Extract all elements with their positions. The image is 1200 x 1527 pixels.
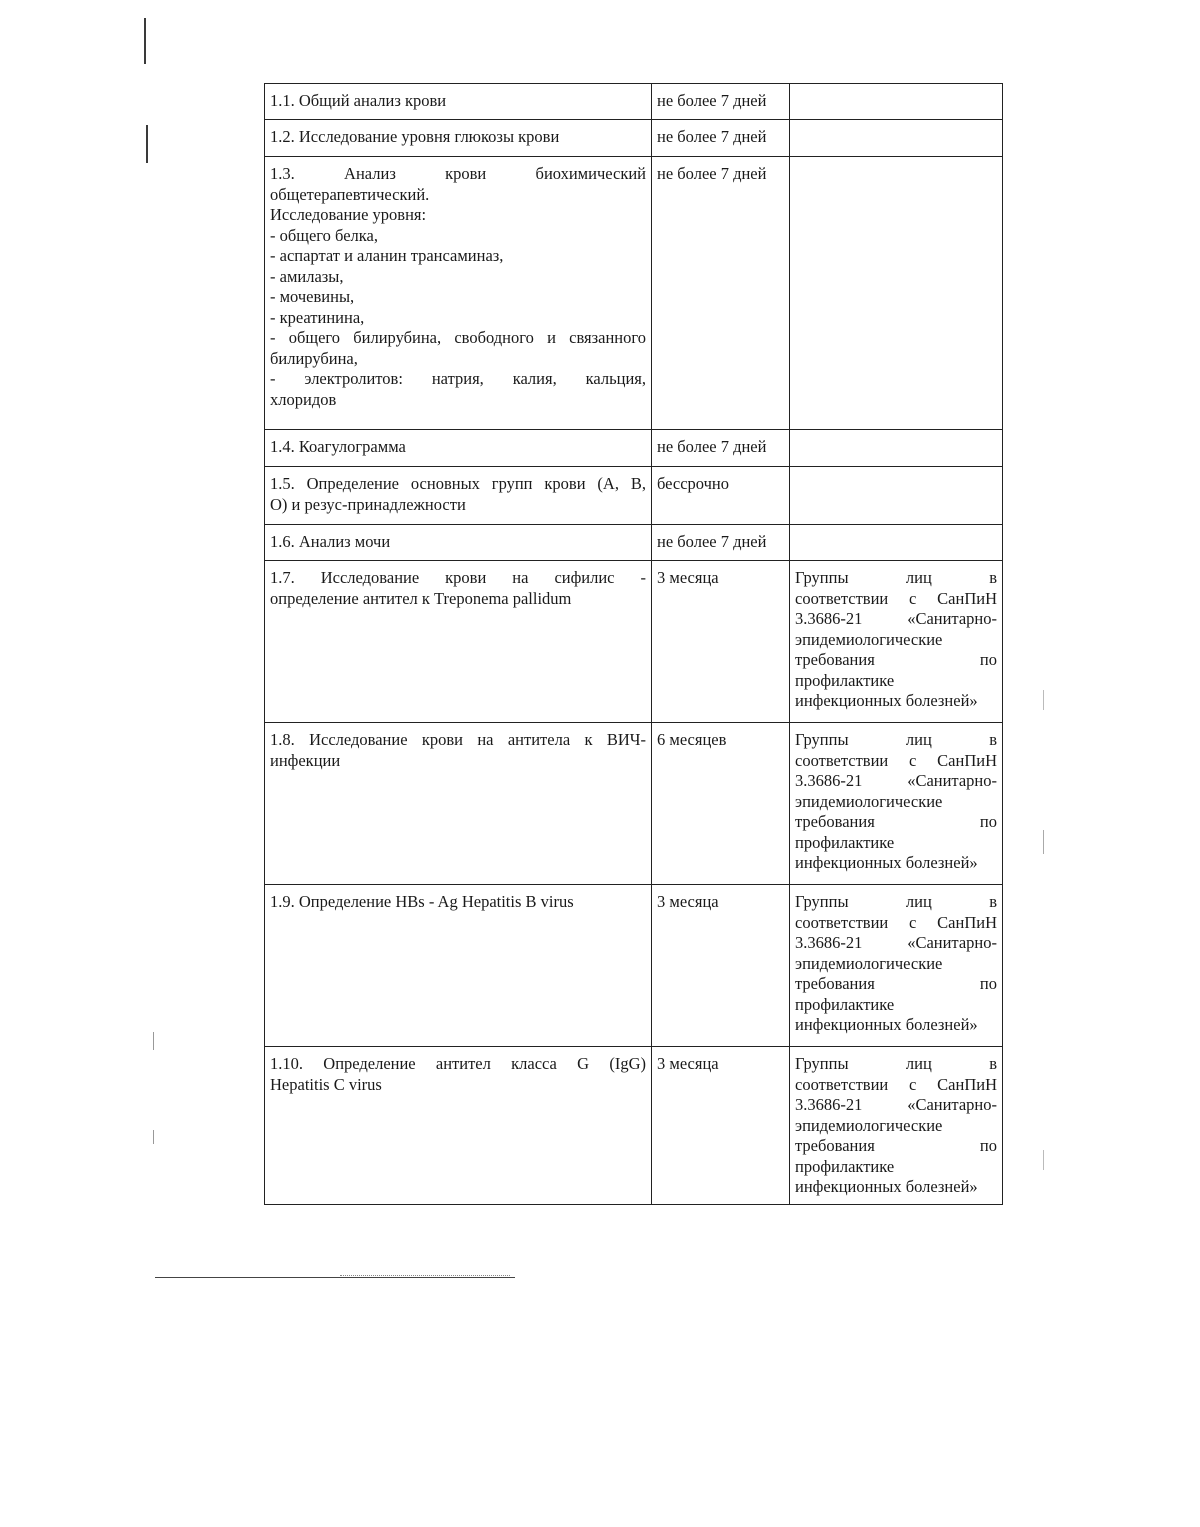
test-note-line: требования по (795, 974, 997, 993)
test-note-line: инфекционных болезней» (795, 853, 978, 872)
table-row (265, 467, 1003, 525)
test-note-line: 3.3686-21 «Санитарно- (795, 933, 997, 952)
test-note (790, 120, 1003, 157)
test-note-line: эпидемиологические (795, 791, 943, 811)
test-note-line: инфекционных болезней» (795, 1015, 978, 1034)
validity-period: не более 7 дней (652, 430, 790, 467)
test-name-line: 1.5. Определение основных групп крови (А, В, (270, 474, 646, 493)
scan-margin-mark (153, 1032, 154, 1050)
test-name-line: определение антител к Treponema pallidum (270, 588, 572, 608)
test-note-line: профилактике (795, 994, 895, 1014)
test-note-line: профилактике (795, 832, 895, 852)
validity-period: 3 месяца (652, 561, 790, 723)
test-name-line: билирубина, (270, 348, 358, 368)
test-name-line: - аспартат и аланин трансаминаз, (270, 246, 504, 265)
test-note-line: соответствии с СанПиН (795, 750, 997, 770)
test-name-line: инфекции (270, 750, 341, 770)
test-note-line: 3.3686-21 «Санитарно- (795, 1095, 997, 1114)
lab-tests-table (264, 83, 1003, 1205)
scan-margin-mark (1043, 690, 1044, 710)
validity-period: не более 7 дней (652, 120, 790, 157)
test-note-line: Группы лиц в (795, 568, 997, 587)
validity-period: не более 7 дней (652, 525, 790, 561)
scan-margin-mark (153, 1130, 154, 1144)
table-row (265, 84, 1003, 120)
test-note-line: профилактике (795, 1156, 895, 1176)
test-name-line: 1.8. Исследование крови на антитела к ВИЧ- (270, 730, 646, 749)
validity-period: 3 месяца (652, 885, 790, 1047)
test-note (790, 430, 1003, 467)
test-name-line: хлоридов (270, 389, 337, 409)
validity-period: 6 месяцев (652, 723, 790, 885)
validity-period: не более 7 дней (652, 157, 790, 430)
test-name (265, 157, 652, 430)
test-name-line: - мочевины, (270, 287, 355, 306)
test-note-line: инфекционных болезней» (795, 1177, 978, 1196)
test-name-line: Исследование уровня: (270, 205, 427, 224)
test-note (790, 157, 1003, 430)
test-note (790, 467, 1003, 525)
test-name: 1.6. Анализ мочи (265, 525, 652, 561)
test-note-line: требования по (795, 650, 997, 669)
test-note (790, 84, 1003, 120)
table-row (265, 157, 1003, 430)
table-row (265, 561, 1003, 723)
test-name-line: - общего билирубина, свободного и связанного (270, 328, 646, 347)
test-note-line: профилактике (795, 670, 895, 690)
scan-margin-mark (1043, 830, 1044, 854)
test-note (790, 561, 1003, 723)
test-name: 1.1. Общий анализ крови (265, 84, 652, 120)
test-name: 1.9. Определение HBs - Ag Hepatitis B virus (265, 885, 652, 1047)
test-note (790, 723, 1003, 885)
test-note-line: эпидемиологические (795, 953, 943, 973)
test-name-line: 1.7. Исследование крови на сифилис - (270, 568, 646, 587)
table-row (265, 430, 1003, 467)
test-name-line: Hepatitis C virus (270, 1074, 382, 1094)
test-name: 1.4. Коагулограмма (265, 430, 652, 467)
test-note-line: Группы лиц в (795, 730, 997, 749)
table-row (265, 120, 1003, 157)
test-note-line: инфекционных болезней» (795, 691, 978, 710)
test-note-line: соответствии с СанПиН (795, 588, 997, 608)
table-row (265, 723, 1003, 885)
test-note (790, 885, 1003, 1047)
test-note-line: Группы лиц в (795, 892, 997, 911)
test-name-line: - электролитов: натрия, калия, кальция, (270, 369, 646, 388)
test-note-line: соответствии с СанПиН (795, 912, 997, 932)
test-name-line: - амилазы, (270, 266, 344, 286)
test-note (790, 525, 1003, 561)
test-name (265, 1047, 652, 1205)
validity-period: 3 месяца (652, 1047, 790, 1205)
test-name-line: - креатинина, (270, 307, 365, 327)
test-note-line: 3.3686-21 «Санитарно- (795, 609, 997, 628)
test-note-line: эпидемиологические (795, 1115, 943, 1135)
test-name-line: 1.3. Анализ крови биохимический (270, 164, 646, 183)
table-row (265, 1047, 1003, 1205)
test-note-line: требования по (795, 1136, 997, 1155)
test-note-line: 3.3686-21 «Санитарно- (795, 771, 997, 790)
test-name-line: - общего белка, (270, 225, 378, 245)
test-note (790, 1047, 1003, 1205)
test-name (265, 467, 652, 525)
scan-margin-mark (1043, 1150, 1044, 1170)
test-name: 1.2. Исследование уровня глюкозы крови (265, 120, 652, 157)
test-note-line: Группы лиц в (795, 1054, 997, 1073)
validity-period: бессрочно (652, 467, 790, 525)
test-note-line: эпидемиологические (795, 629, 943, 649)
scan-bottom-line (155, 1277, 515, 1278)
test-name (265, 723, 652, 885)
test-name (265, 561, 652, 723)
test-name-line: О) и резус-принадлежности (270, 494, 466, 514)
table-row (265, 525, 1003, 561)
scan-margin-mark (144, 18, 146, 64)
table-row (265, 885, 1003, 1047)
test-note-line: соответствии с СанПиН (795, 1074, 997, 1094)
scan-bottom-line-faint (340, 1275, 510, 1276)
test-note-line: требования по (795, 812, 997, 831)
validity-period: не более 7 дней (652, 84, 790, 120)
scan-margin-mark (146, 125, 148, 163)
test-name-line: общетерапевтический. (270, 184, 430, 204)
test-name-line: 1.10. Определение антител класса G (IgG) (270, 1054, 646, 1073)
